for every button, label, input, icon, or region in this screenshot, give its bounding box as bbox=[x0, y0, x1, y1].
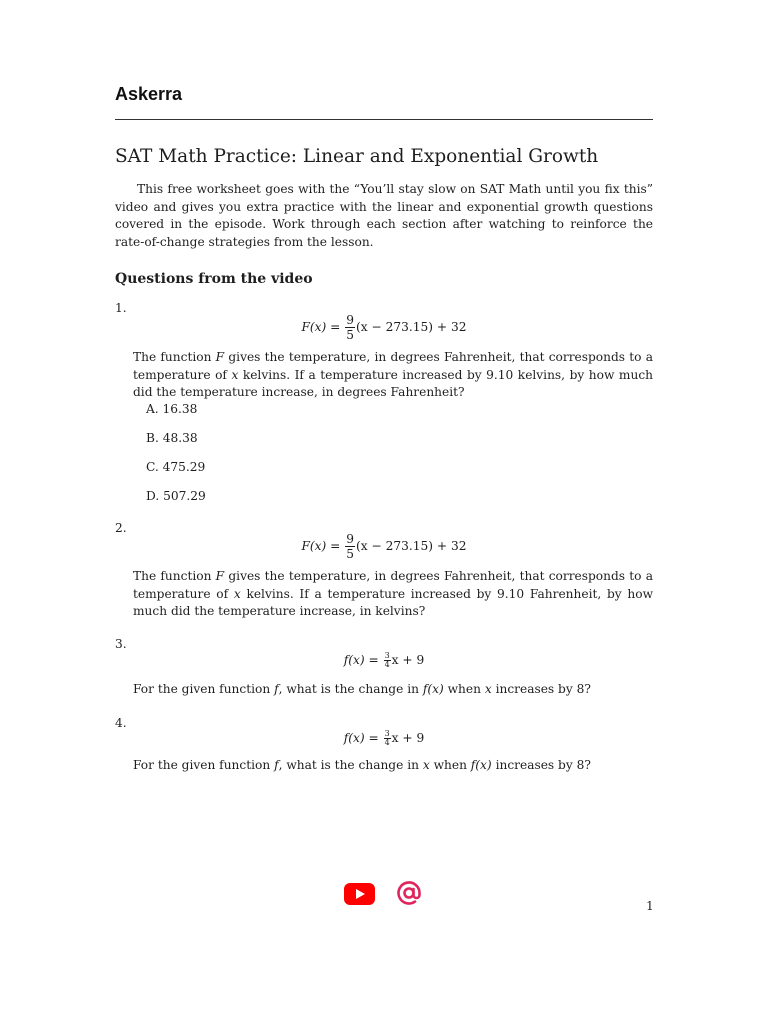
equation bbox=[115, 532, 653, 561]
math-variable: x bbox=[231, 367, 239, 382]
page-title: SAT Math Practice: Linear and Exponential Growth bbox=[115, 146, 599, 167]
text-run: kelvins. If a temperature increased by 9.10 Fahrenheit, by how much did the temperature increase, in kelvins? bbox=[133, 586, 653, 619]
equation-rhs: (x − 273.15) + 32 bbox=[356, 539, 467, 553]
text-run: For the given function bbox=[133, 682, 275, 696]
equation-rhs: x + 9 bbox=[391, 653, 425, 667]
math-variable: x bbox=[484, 682, 492, 696]
math-variable: f bbox=[274, 682, 279, 696]
fraction-denominator: 4 bbox=[384, 660, 390, 669]
math-variable: f(x) bbox=[470, 758, 492, 772]
math-variable: F bbox=[215, 569, 225, 583]
equation-lhs: F(x) = bbox=[301, 539, 345, 553]
question-number: 1. bbox=[115, 301, 127, 315]
youtube-icon[interactable] bbox=[344, 883, 375, 905]
question-text bbox=[133, 349, 653, 402]
question-text bbox=[133, 757, 653, 775]
fraction-denominator: 4 bbox=[384, 738, 390, 747]
intro-paragraph: This free worksheet goes with the “You’ll stay slow on SAT Math until you fix this” video and gives you extra practice with the linear and exponential growth questions covered in the episode. Work through each section after watching to reinforce the rate-of-change strategies from the lesson. bbox=[115, 182, 653, 249]
header-rule bbox=[115, 119, 653, 120]
answer-option-d[interactable]: D. 507.29 bbox=[146, 489, 206, 503]
fraction-numerator: 3 bbox=[384, 729, 390, 738]
fraction bbox=[345, 532, 355, 561]
equation bbox=[115, 313, 653, 342]
fraction bbox=[384, 652, 391, 669]
fraction-numerator: 9 bbox=[346, 313, 355, 327]
fraction-numerator: 3 bbox=[384, 651, 390, 660]
question-number: 3. bbox=[115, 637, 127, 651]
answer-option-b[interactable]: B. 48.38 bbox=[146, 431, 198, 445]
equation-rhs: x + 9 bbox=[391, 731, 425, 745]
equation-lhs: F(x) = bbox=[301, 320, 345, 334]
brand-logo: Askerra bbox=[115, 84, 183, 104]
fraction bbox=[384, 730, 391, 747]
equation-rhs: (x − 273.15) + 32 bbox=[356, 320, 467, 334]
math-variable: f(x) bbox=[422, 682, 444, 696]
equation-lhs: f(x) = bbox=[343, 731, 383, 745]
text-run: gives the temperature, in degrees Fahrenheit, that corresponds to a temperature of bbox=[133, 350, 653, 382]
section-heading: Questions from the video bbox=[115, 271, 313, 287]
question-number: 2. bbox=[115, 521, 127, 535]
math-variable: x bbox=[422, 758, 430, 772]
question-text bbox=[133, 568, 653, 621]
answer-option-a[interactable]: A. 16.38 bbox=[146, 402, 198, 416]
question-text bbox=[133, 681, 653, 699]
question-number: 4. bbox=[115, 716, 127, 730]
text-run: increases by 8? bbox=[491, 758, 591, 772]
text-run: kelvins. If a temperature increased by 9.10 kelvins, by how much did the temperature increase, in degrees Fahrenheit? bbox=[133, 367, 653, 400]
text-run: gives the temperature, in degrees Fahrenheit, that corresponds to a temperature of bbox=[133, 569, 653, 601]
text-run: The function bbox=[133, 350, 216, 364]
equation bbox=[115, 730, 653, 747]
text-run: increases by 8? bbox=[491, 682, 591, 696]
math-variable: F bbox=[215, 350, 225, 364]
answer-option-c[interactable]: C. 475.29 bbox=[146, 460, 206, 474]
text-run: The function bbox=[133, 569, 216, 583]
at-sign-icon[interactable] bbox=[394, 878, 424, 908]
fraction bbox=[345, 313, 355, 342]
text-run: , what is the change in bbox=[278, 758, 423, 772]
math-variable: x bbox=[233, 586, 241, 601]
text-run: when bbox=[429, 758, 471, 772]
equation-lhs: f(x) = bbox=[343, 653, 383, 667]
fraction-denominator: 5 bbox=[346, 328, 355, 342]
text-run: when bbox=[443, 682, 485, 696]
equation bbox=[115, 652, 653, 669]
text-run: , what is the change in bbox=[278, 682, 423, 696]
math-variable: f bbox=[274, 758, 279, 772]
page-number: 1 bbox=[646, 899, 654, 913]
fraction-denominator: 5 bbox=[346, 547, 355, 561]
fraction-numerator: 9 bbox=[346, 532, 355, 546]
text-run: For the given function bbox=[133, 758, 275, 772]
